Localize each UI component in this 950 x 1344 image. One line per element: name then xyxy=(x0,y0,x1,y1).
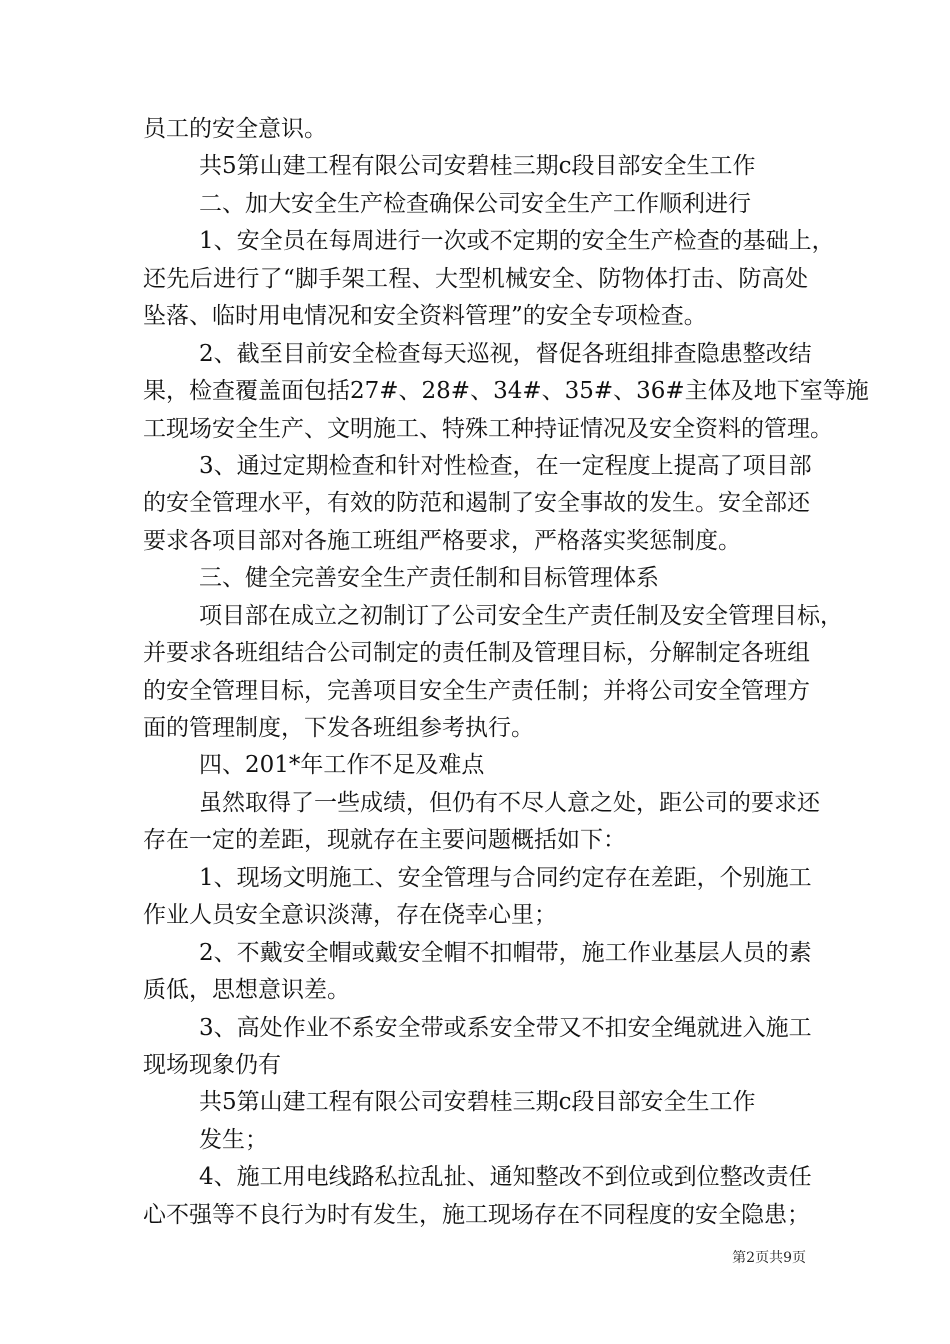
text-line: 1、现场文明施工、安全管理与合同约定存在差距，个别施工 xyxy=(199,864,812,891)
text-line: 发生； xyxy=(199,1126,268,1153)
text-line: 二、加大安全生产检查确保公司安全生产工作顺利进行 xyxy=(199,190,751,217)
text-line: 作业人员安全意识淡薄，存在侥幸心里； xyxy=(143,902,557,929)
text-line: 虽然取得了一些成绩，但仍有不尽人意之处，距公司的要求还 xyxy=(199,789,820,816)
text-line: 质低，思想意识差。 xyxy=(143,977,350,1004)
text-line: 坠落、临时用电情况和安全资料管理”的安全专项检查。 xyxy=(143,303,707,330)
page-number: 第2页共9页 xyxy=(732,1250,806,1266)
text-line: 还先后进行了“脚手架工程、大型机械安全、防物体打击、防高处 xyxy=(143,265,808,292)
text-line: 2、截至目前安全检查每天巡视，督促各班组排查隐患整改结 xyxy=(199,340,812,367)
text-line: 果，检查覆盖面包括27#、28#、34#、35#、36#主体及地下室等施 xyxy=(143,378,869,405)
text-line: 四、201*年工作不足及难点 xyxy=(199,752,485,779)
text-line: 项目部在成立之初制订了公司安全生产责任制及安全管理目标， xyxy=(199,602,843,629)
text-line: 3、高处作业不系安全带或系安全带又不扣安全绳就进入施工 xyxy=(199,1014,812,1041)
text-line: 的安全管理目标，完善项目安全生产责任制；并将公司安全管理方 xyxy=(143,677,810,704)
text-line: 工现场安全生产、文明施工、特殊工种持证情况及安全资料的管理。 xyxy=(143,415,833,442)
text-line: 现场现象仍有 xyxy=(143,1051,281,1078)
text-line: 3、通过定期检查和针对性检查，在一定程度上提高了项目部 xyxy=(199,452,812,479)
text-line: 共5第山建工程有限公司安碧桂三期c段目部安全生工作 xyxy=(199,1089,756,1116)
text-line: 2、不戴安全帽或戴安全帽不扣帽带，施工作业基层人员的素 xyxy=(199,939,812,966)
text-line: 面的管理制度，下发各班组参考执行。 xyxy=(143,715,534,741)
text-line: 共5第山建工程有限公司安碧桂三期c段目部安全生工作 xyxy=(199,153,756,180)
document-body xyxy=(143,111,869,1234)
text-line: 的安全管理水平，有效的防范和遏制了安全事故的发生。安全部还 xyxy=(143,490,810,517)
text-line: 心不强等不良行为时有发生，施工现场存在不同程度的安全隐患； xyxy=(143,1201,810,1228)
text-line: 1、安全员在每周进行一次或不定期的安全生产检查的基础上， xyxy=(199,228,835,255)
text-line: 4、施工用电线路私拉乱扯、通知整改不到位或到位整改责任 xyxy=(199,1164,812,1191)
text-line: 存在一定的差距，现就存在主要问题概括如下： xyxy=(143,827,626,854)
text-line: 三、健全完善安全生产责任制和目标管理体系 xyxy=(199,565,659,592)
text-line: 并要求各班组结合公司制定的责任制及管理目标，分解制定各班组 xyxy=(143,640,810,667)
text-line: 要求各项目部对各施工班组严格要求，严格落实奖惩制度。 xyxy=(143,527,741,554)
text-line: 员工的安全意识。 xyxy=(143,116,327,142)
